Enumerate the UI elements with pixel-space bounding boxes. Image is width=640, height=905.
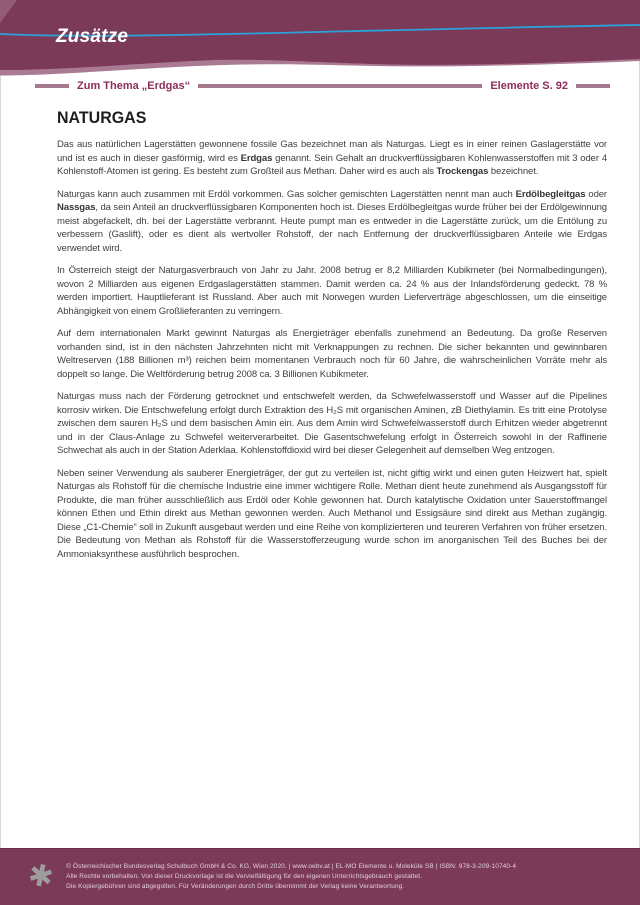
imprint-text <box>66 862 640 892</box>
page-title: Zusätze <box>56 26 129 47</box>
paragraph-3: In Österreich steigt der Naturgasverbrauch von Jahr zu Jahr. 2008 betrug er 8,2 Milliarden Kubikmeter (bei Normalbedingungen), wovon 2 Milliarden aus eigenen Erdgaslagerstätten stammen. Damit werden ca. 24 % aus der Inlandsförderung gedeckt. 78 % werden importiert. Hauptlieferant ist Russland. Aber auch mit Norwegen wurden Lieferverträge abgeschlossen, um die einseitige Abhängigkeit von einem Großlieferanten zu verringern. <box>57 265 607 317</box>
publisher-asterisk-icon: ✱ <box>24 856 57 897</box>
topic-label: Zum Thema „Erdgas“ <box>77 80 191 92</box>
page-footer <box>0 848 640 905</box>
article-title: NATURGAS <box>57 108 147 127</box>
reference-label: Elemente S. 92 <box>490 80 568 92</box>
page-header <box>0 0 640 78</box>
imprint-line-fees: Die Kopiergebühren sind abgegolten. Für Veränderungen durch Dritte übernimmt der Verlag keine Verantwortung. <box>66 883 405 890</box>
paragraph-2: Naturgas kann auch zusammen mit Erdöl vorkommen. Gas solcher gemischten Lagerstätten nennt man auch Erdölbegleitgas oder Nassgas, da sein Anteil an druckverflüssigbaren Komponenten hoch ist. Dieses Erdölbegleitgas wurde früher bei der Erdölgewinnung meist abgefackelt, dh. bei der Lagerstätte verbrannt. Heute pumpt man es entweder in die Lagerstätte zurück, um die Entölung zu verbessern (Gaslift), oder es dient als wertvoller Rohstoff, der nach Entfernung der druckverflüssigbaren Anteile wie Erdgas verwendet wird. <box>57 188 607 254</box>
paragraph-4: Auf dem internationalen Markt gewinnt Naturgas als Energieträger ebenfalls zunehmend an Bedeutung. Da große Reserven vorhanden sind, ist in den nächsten Jahrzehnten nicht mit Verknappungen zu rechnen. Die sicher bekannten und gewinnbaren Weltreserven (188 Billionen m³) reichen beim momentanen Verbrauch noch für 60 Jahre, die wahrscheinlichen Vorräte mehr als doppelt so lange. Die Weltförderung betrug 2008 ca. 3 Billionen Kubikmeter. <box>57 328 607 380</box>
divider-bar-right <box>576 84 610 88</box>
article <box>57 107 607 570</box>
divider-bar-middle <box>198 84 482 88</box>
paragraph-6: Neben seiner Verwendung als sauberer Energieträger, der gut zu verteilen ist, nicht giftig wirkt und einen guten Heizwert hat, spielt Naturgas als Rohstoff für die chemische Industrie eine immer wichtigere Rolle. Methan dient heute zunehmend als Ausgangsstoff für Produkte, die man früher ausschließlich aus Erdöl oder Kohle gewonnen hat. Durch katalytische Oxidation unter Sauerstoffmangel können Ethen und Ethin direkt aus Methan gewonnen werden. Auch Methanol und Essigsäure sind direkt aus Methan zugängig. Diese „C1-Chemie“ soll in Zukunft ausgebaut werden und eine Reihe von komplizierteren und teureren Verfahren von früher ersetzen. Die Bedeutung von Methan als Rohstoff für die Wasserstofferzeugung wurde schon im anorganischen Teil des Buches bei der Ammoniaksynthese ausführlich besprochen. <box>57 467 607 560</box>
paragraph-1: Das aus natürlichen Lagerstätten gewonnene fossile Gas bezeichnet man als Naturgas. Liegt es in einer reinen Gaslagerstätte vor und ist es auch in dieser gasförmig, wird es Erdgas genannt. Sein Gehalt an druckverflüssigbaren Kohlenwasserstoffen mit 3 oder 4 Kohlenstoff-Atomen ist gering. Es besteht zum Großteil aus Methan. Daher wird es auch als Trockengas bezeichnet. <box>57 139 608 177</box>
imprint-line-copyright: © Österreichischer Bundesverlag Schulbuch GmbH & Co. KG, Wien 2020. | www.oebv.at | EL-MO Elemente u. Moleküle SB | ISBN: 978-3-209-10740-4 <box>66 863 517 870</box>
divider-bar-left <box>35 84 69 88</box>
paragraph-5: Naturgas muss nach der Förderung getrocknet und entschwefelt werden, da Schwefelwasserstoff und Wasser auf die Pipelines korrosiv wirken. Die Entschwefelung erfolgt durch Extraktion des H₂S mit organischen Aminen, zB Diethylamin. Es tritt eine Protolyse zwischen dem sauren H₂S und dem basischen Amin ein. Aus dem Amin wird Schwefelwasserstoff durch Erhitzen wieder abgetrennt und in der Claus-Anlage zu Schwefel weiterverarbeitet. Die Gasentschwefelung erfolgt in Österreich sowohl in der Raffinerie Schwechat als auch in der Station Aderklaa. Kohlenstoffdioxid wird bei dieser Gelegenheit auf demselben Weg entzogen. <box>57 391 607 456</box>
imprint-line-rights: Alle Rechte vorbehalten. Von dieser Druckvorlage ist die Vervielfältigung für den eigenen Unterrichtsgebrauch gestattet. <box>66 873 423 880</box>
topic-bar <box>35 80 610 92</box>
